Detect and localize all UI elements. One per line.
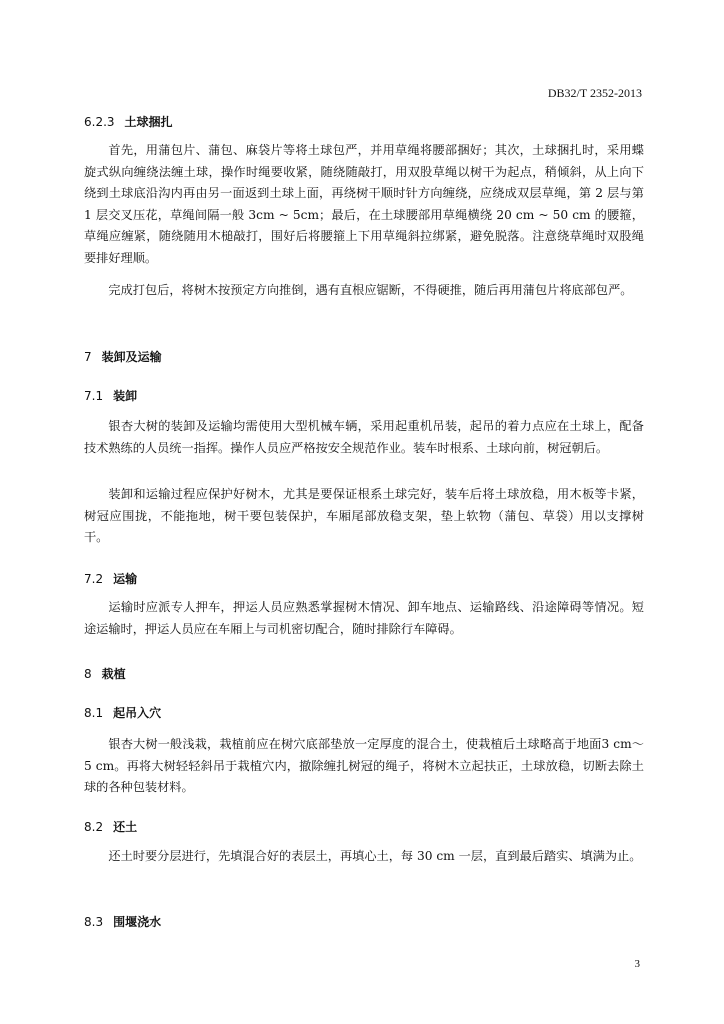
heading-number: 7.1: [84, 389, 104, 403]
heading-7: [84, 348, 162, 365]
heading-title: 装卸: [113, 389, 138, 403]
heading-number: 8.3: [84, 915, 104, 929]
heading-8-2: [84, 818, 137, 835]
heading-7-2: [84, 570, 137, 587]
heading-number: 8.1: [84, 706, 104, 720]
heading-8: [84, 665, 126, 682]
heading-number: 8: [84, 667, 92, 681]
heading-title: 装卸及运输: [101, 350, 162, 364]
heading-title: 围堰浇水: [113, 915, 162, 929]
heading-title: 起吊入穴: [113, 706, 162, 720]
heading-title: 土球捆扎: [124, 115, 173, 129]
heading-number: 7.2: [84, 572, 104, 586]
paragraph: 首先，用蒲包片、蒲包、麻袋片等将土球包严，并用草绳将腰部捆好；其次，土球捆扎时，采用蝶旋式纵向缠绕法缠土球，操作时绳要收紧，随绕随敲打，用双股草绳以树干为起点，稍倾斜，从上向下绕到土球底沿沟内再由另一面返到土球上面，再绕树干顺时针方向缠绕，应绕成双层草绳，第 2 层与第 1 层交叉压花，草绳间隔一般 3cm ~ 5cm；最后，在土球腰部用草绳横绕 20 cm ~ 50 cm 的腰箍，草绳应缠紧，随绕随用木槌敲打，围好后将腰箍上下用草绳斜拉绑紧，避免脱落。注意绕草绳时双股绳要排好理顺。: [84, 143, 644, 265]
heading-6-2-3: [84, 113, 173, 130]
page-number: 3: [634, 958, 640, 970]
heading-8-3: [84, 913, 161, 930]
heading-8-1: [84, 704, 161, 721]
heading-title: 运输: [113, 572, 138, 586]
paragraph: 银杏大树一般浅栽，栽植前应在树穴底部垫放一定厚度的混合土，使栽植后土球略高于地面3 cm～5 cm。再将大树轻轻斜吊于栽植穴内，撤除缠扎树冠的绳子，将树木立起扶正，土球放稳，切断去除土球的各种包装材料。: [84, 737, 644, 794]
heading-number: 7: [84, 350, 92, 364]
heading-title: 还土: [113, 820, 138, 834]
paragraph: 还土时要分层进行，先填混合好的表层土，再填心土，每 30 cm 一层，直到最后踏实、填满为止。: [108, 849, 642, 863]
heading-title: 栽植: [101, 667, 126, 681]
paragraph: 装卸和运输过程应保护好树木，尤其是要保证根系土球完好，装车后将土球放稳，用木板等卡紧，树冠应围拢，不能拖地，树干要包装保护，车厢尾部放稳支架，垫上软物（蒲包、草袋）用以支撑树干。: [84, 487, 644, 544]
heading-7-1: [84, 387, 137, 404]
heading-number: 6.2.3: [84, 115, 115, 129]
paragraph: 完成打包后，将树木按预定方向推倒，遇有直根应锯断，不得硬推，随后再用蒲包片将底部包严。: [108, 283, 633, 297]
paragraph: 银杏大树的装卸及运输均需使用大型机械车辆，采用起重机吊装，起吊的着力点应在土球上，配备技术熟练的人员统一指挥。操作人员应严格按安全规范作业。装车时根系、土球向前，树冠朝后。: [84, 419, 644, 455]
standard-code: DB32/T 2352-2013: [547, 86, 642, 100]
paragraph: 运输时应派专人押车，押运人员应熟悉掌握树木情况、卸车地点、运输路线、沿途障碍等情况。短途运输时，押运人员应在车厢上与司机密切配合，随时排除行车障碍。: [84, 600, 644, 636]
heading-number: 8.2: [84, 820, 104, 834]
